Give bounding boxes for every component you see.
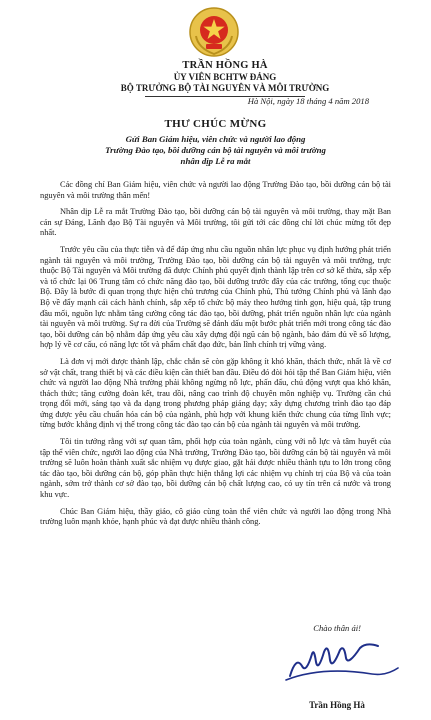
paragraph: Là đơn vị mới được thành lập, chắc chắn sẽ còn gặp không ít khó khăn, thách thức, nhất là về cơ sở vật chất, trang thiết bị và các điều kiện cần thiết ban đầu. Điều đó đòi hỏi tập thể Ban Giám hiệu, viên chức và người lao động Nhà trường phải không ngừng nỗ lực, phấn đấu, chủ động vượt qua khó khăn, thách thức; tăng cường đoàn kết, trau dồi, nâng cao trình độ chuyên môn nghiệp vụ. Trường cần chú trọng đổi mới, sáng tạo và đa dạng trong phương pháp giảng dạy; xây dựng chương trình đào tạo đáp ứng được yêu cầu chuẩn hóa cán bộ của ngành, phù hợp với khung kiến thức chung của từng lĩnh vực; từng bước khẳng định vị thế trong công tác đào tạo cán bộ của ngành tài nguyên và môi trường. (40, 356, 391, 430)
paragraph: Nhân dịp Lễ ra mắt Trường Đào tạo, bồi dưỡng cán bộ tài nguyên và môi trường, thay mặt Ban cán sự Đảng, Lãnh đạo Bộ Tài nguyên và Môi trường, tôi gửi tới các đồng chí lời chúc mừng tốt đẹp nhất. (40, 207, 391, 238)
handwritten-signature (282, 636, 402, 690)
national-emblem-icon (188, 6, 240, 58)
sender-ministry: BỘ TRƯỞNG BỘ TÀI NGUYÊN VÀ MÔI TRƯỜNG (120, 83, 330, 93)
sender-role: ỦY VIÊN BCHTW ĐẢNG (173, 72, 277, 82)
letter-body (40, 180, 391, 534)
subtitle-line-3: nhân dịp Lễ ra mắt (180, 156, 251, 166)
paragraph: Tôi tin tưởng rằng với sự quan tâm, phối hợp của toàn ngành, cùng với nỗ lực và tâm huyết của tập thể viên chức, người lao động của Nhà trường, Trường Đào tạo, bồi dưỡng cán bộ tài nguyên và môi trường sẽ luôn hoàn thành xuất sắc nhiệm vụ được giao, gặt hái được nhiều thành tựu to lớn trong công tác đào tạo, bồi dưỡng cán bộ, góp phần thực hiện thắng lợi các nhiệm vụ chính trị của Bộ và của toàn ngành, sớm trở thành cơ sở đào tạo, bồi dưỡng cán bộ chất lượng cao, có uy tín trên cả nước và trong khu vực. (40, 437, 391, 500)
letter-title: THƯ CHÚC MỪNG (164, 118, 267, 130)
subtitle-line-1: Gửi Ban Giám hiệu, viên chức và người lao động (125, 134, 306, 144)
dateline: Hà Nội, ngày 18 tháng 4 năm 2018 (247, 96, 369, 106)
paragraph: Các đồng chí Ban Giám hiệu, viên chức và người lao động Trường Đào tạo, bồi dưỡng cán bộ tài nguyên và môi trường thân mến! (40, 180, 391, 200)
paragraph: Chúc Ban Giám hiệu, thầy giáo, cô giáo cùng toàn thể viên chức và người lao động trong Nhà trường luôn mạnh khỏe, hạnh phúc và đạt được nhiều thành công. (40, 506, 391, 527)
subtitle-line-2: Trường Đào tạo, bồi dưỡng cán bộ tài nguyên và môi trường (105, 145, 326, 155)
letter-subtitle (70, 134, 361, 167)
signer-name: Trần Hồng Hà (309, 700, 365, 710)
sender-name: TRẦN HỒNG HÀ (182, 60, 268, 71)
closing-greeting: Chào thân ái! (313, 623, 361, 633)
sender-header (60, 60, 390, 97)
paragraph: Trước yêu cầu của thực tiễn và để đáp ứng nhu cầu nguồn nhân lực phục vụ định hướng phát triển ngành tài nguyên và môi trường, Trường Đào tạo, bồi dưỡng cán bộ tài nguyên và môi trường, trực thuộc Bộ Tài nguyên và Môi trường đã được Chính phủ quyết định thành lập trên cơ sở kế thừa, sắp xếp và tổ chức lại 06 Trung tâm có chức năng đào tạo, bồi dưỡng trước đây của các trường, tổng cục thuộc Bộ. Đây là bước đi quan trọng thực hiện chủ trương của Chính phủ, Thủ tướng Chính phủ và lãnh đạo Bộ về đẩy mạnh cải cách hành chính, sắp xếp tổ chức bộ máy theo hướng tinh gọn, hiệu quả, tập trung đầu mối, nguồn lực nhằm tăng cường công tác đào tạo, bồi dưỡng, phát triển nguồn nhân lực của ngành tài nguyên và môi trường. Sự ra đời của Trường sẽ đánh dấu một bước phát triển mới trong công tác đào tạo, bồi dưỡng cán bộ nhằm đáp ứng yêu cầu xây dựng đội ngũ cán bộ ngành, bảo đảm đủ về số lượng, hợp lý về cơ cấu, có năng lực tốt và phẩm chất đạo đức, bản lĩnh chính trị vững vàng. (40, 244, 391, 350)
